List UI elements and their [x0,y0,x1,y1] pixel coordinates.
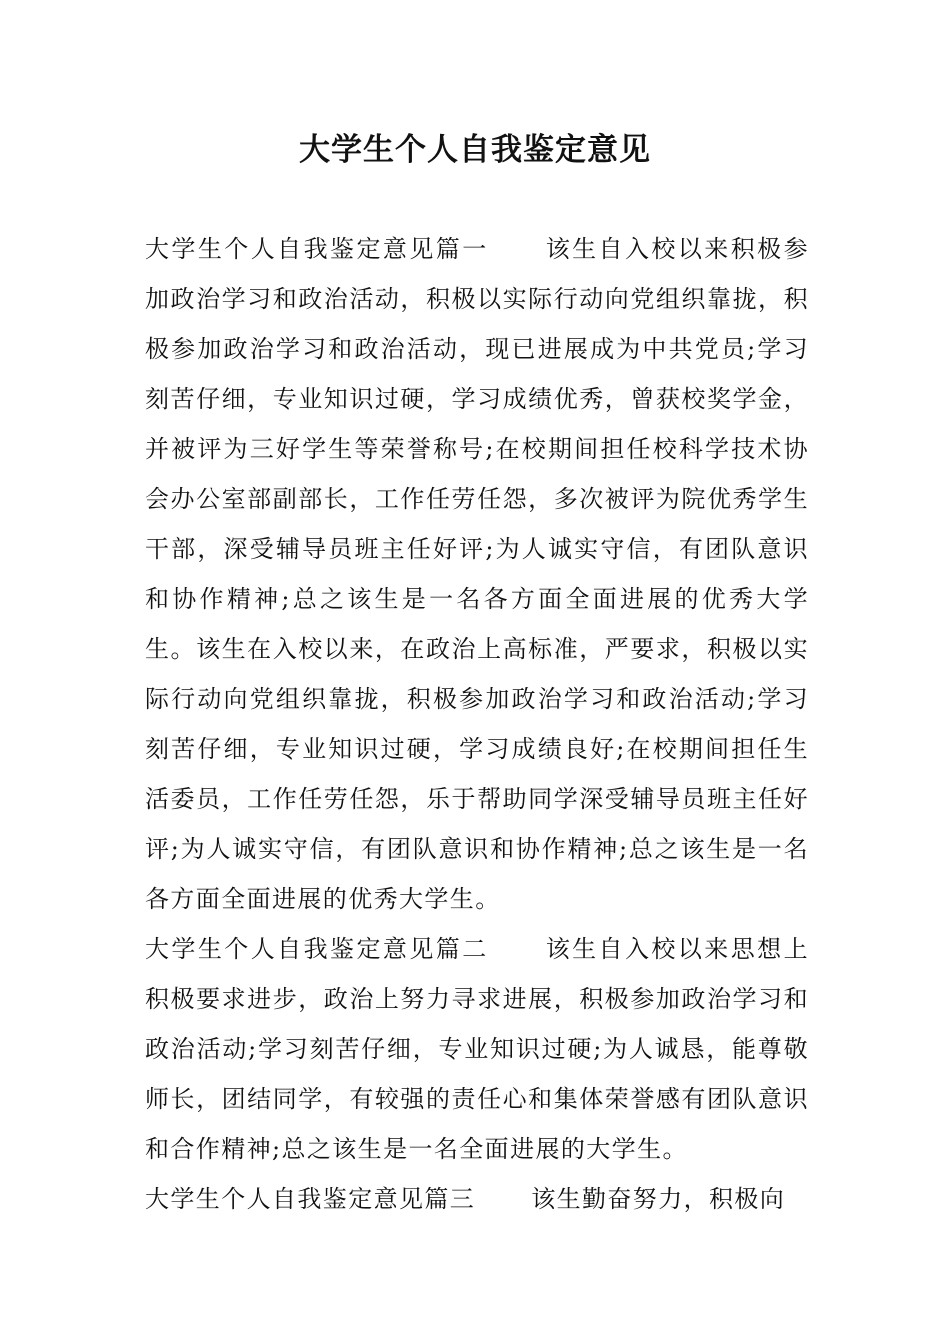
document-title: 大学生个人自我鉴定意见 [299,132,651,168]
section-paragraph-2 [145,924,809,1174]
section-heading-2: 大学生个人自我鉴定意见篇二 [145,935,489,963]
section-text-3: 该生勤奋努力，积极向 [531,1185,786,1213]
section-text-2: 该生自入校以来思想上积极要求进步，政治上努力寻求进展，积极参加政治学习和政治活动;学习刻苦仔细，专业知识过硬;为人诚恳，能尊敬师长，团结同学，有较强的责任心和集体荣誉感有团队意识和合作精神;总之该生是一名全面进展的大学生。 [145,935,810,1163]
section-heading-1: 大学生个人自我鉴定意见篇一 [145,235,489,263]
section-text-1: 该生自入校以来积极参加政治学习和政治活动，积极以实际行动向党组织靠拢，积极参加政治学习和政治活动，现已进展成为中共党员;学习刻苦仔细，专业知识过硬，学习成绩优秀，曾获校奖学金，并被评为三好学生等荣誉称号;在校期间担任校科学技术协会办公室部副部长，工作任劳任怨，多次被评为院优秀学生干部，深受辅导员班主任好评;为人诚实守信，有团队意识和协作精神;总之该生是一名各方面全面进展的优秀大学生。该生在入校以来，在政治上高标准，严要求，积极以实际行动向党组织靠拢，积极参加政治学习和政治活动;学习刻苦仔细，专业知识过硬，学习成绩良好;在校期间担任生活委员，工作任劳任怨，乐于帮助同学深受辅导员班主任好评;为人诚实守信，有团队意识和协作精神;总之该生是一名各方面全面进展的优秀大学生。 [145,235,810,913]
section-paragraph-3 [145,1174,809,1224]
section-paragraph-1 [145,224,809,924]
document-body [145,224,809,1224]
section-heading-3: 大学生个人自我鉴定意见篇三 [145,1185,476,1213]
